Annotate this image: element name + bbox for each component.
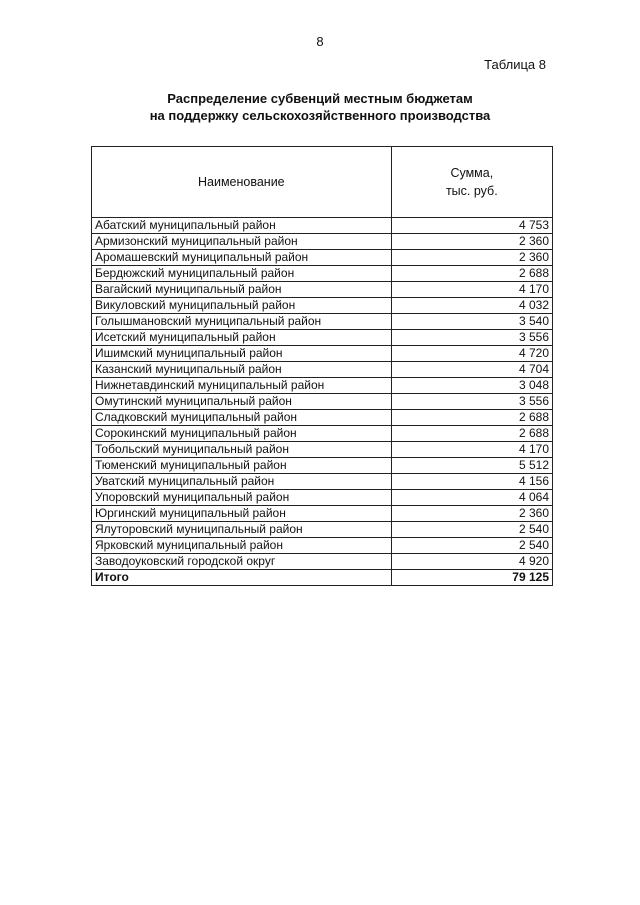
table-body <box>92 218 553 586</box>
table-row <box>92 330 553 346</box>
document-title-line-2: на поддержку сельскохозяйственного производства <box>149 108 491 123</box>
header-sum-line-1: Сумма, <box>450 166 494 180</box>
row-name: Юргинский муниципальный район <box>92 506 392 522</box>
row-name: Вагайский муниципальный район <box>92 282 392 298</box>
row-sum: 4 032 <box>391 298 552 314</box>
row-sum: 2 360 <box>391 250 552 266</box>
row-sum: 2 688 <box>391 266 552 282</box>
table-row <box>92 298 553 314</box>
table-row <box>92 506 553 522</box>
row-name: Армизонский муниципальный район <box>92 234 392 250</box>
table-row <box>92 490 553 506</box>
row-name: Аромашевский муниципальный район <box>92 250 392 266</box>
row-sum: 2 540 <box>391 522 552 538</box>
table-row <box>92 458 553 474</box>
table-row <box>92 378 553 394</box>
table-row <box>92 282 553 298</box>
row-sum: 2 360 <box>391 234 552 250</box>
row-sum: 3 540 <box>391 314 552 330</box>
row-sum: 4 170 <box>391 282 552 298</box>
row-sum: 2 540 <box>391 538 552 554</box>
table-label: Таблица 8 <box>484 57 546 72</box>
row-sum: 4 704 <box>391 362 552 378</box>
table-row <box>92 266 553 282</box>
table-row <box>92 250 553 266</box>
row-name: Абатский муниципальный район <box>92 218 392 234</box>
row-sum: 3 556 <box>391 330 552 346</box>
table-row <box>92 522 553 538</box>
document-title-line-1: Распределение субвенций местным бюджетам <box>167 91 473 106</box>
total-row <box>92 570 553 586</box>
row-sum: 4 170 <box>391 442 552 458</box>
row-name: Ярковский муниципальный район <box>92 538 392 554</box>
page-number: 8 <box>316 34 324 49</box>
table-row <box>92 362 553 378</box>
header-sum <box>391 147 552 218</box>
row-name: Заводоуковский городской округ <box>92 554 392 570</box>
row-name: Тюменский муниципальный район <box>92 458 392 474</box>
row-sum: 3 556 <box>391 394 552 410</box>
row-sum: 4 720 <box>391 346 552 362</box>
subvention-table <box>91 146 553 586</box>
row-name: Ялуторовский муниципальный район <box>92 522 392 538</box>
row-name: Исетский муниципальный район <box>92 330 392 346</box>
row-name: Сорокинский муниципальный район <box>92 426 392 442</box>
row-name: Уватский муниципальный район <box>92 474 392 490</box>
row-sum: 2 688 <box>391 426 552 442</box>
table-row <box>92 554 553 570</box>
table-row <box>92 234 553 250</box>
document-title <box>0 90 640 124</box>
row-name: Бердюжский муниципальный район <box>92 266 392 282</box>
header-name: Наименование <box>92 147 392 218</box>
total-label: Итого <box>92 570 392 586</box>
table-header-row <box>92 147 553 218</box>
table-row <box>92 426 553 442</box>
table-row <box>92 538 553 554</box>
row-sum: 2 360 <box>391 506 552 522</box>
header-sum-line-2: тыс. руб. <box>445 184 498 198</box>
table-row <box>92 394 553 410</box>
row-sum: 2 688 <box>391 410 552 426</box>
row-sum: 4 156 <box>391 474 552 490</box>
table-row <box>92 218 553 234</box>
row-sum: 3 048 <box>391 378 552 394</box>
row-sum: 4 920 <box>391 554 552 570</box>
row-name: Тобольский муниципальный район <box>92 442 392 458</box>
row-sum: 5 512 <box>391 458 552 474</box>
table-row <box>92 442 553 458</box>
row-sum: 4 753 <box>391 218 552 234</box>
row-name: Упоровский муниципальный район <box>92 490 392 506</box>
total-sum: 79 125 <box>391 570 552 586</box>
row-name: Викуловский муниципальный район <box>92 298 392 314</box>
row-name: Ишимский муниципальный район <box>92 346 392 362</box>
row-name: Омутинский муниципальный район <box>92 394 392 410</box>
table-row <box>92 346 553 362</box>
table-row <box>92 474 553 490</box>
row-name: Сладковский муниципальный район <box>92 410 392 426</box>
row-name: Голышмановский муниципальный район <box>92 314 392 330</box>
row-sum: 4 064 <box>391 490 552 506</box>
row-name: Нижнетавдинский муниципальный район <box>92 378 392 394</box>
table-row <box>92 410 553 426</box>
row-name: Казанский муниципальный район <box>92 362 392 378</box>
table-row <box>92 314 553 330</box>
